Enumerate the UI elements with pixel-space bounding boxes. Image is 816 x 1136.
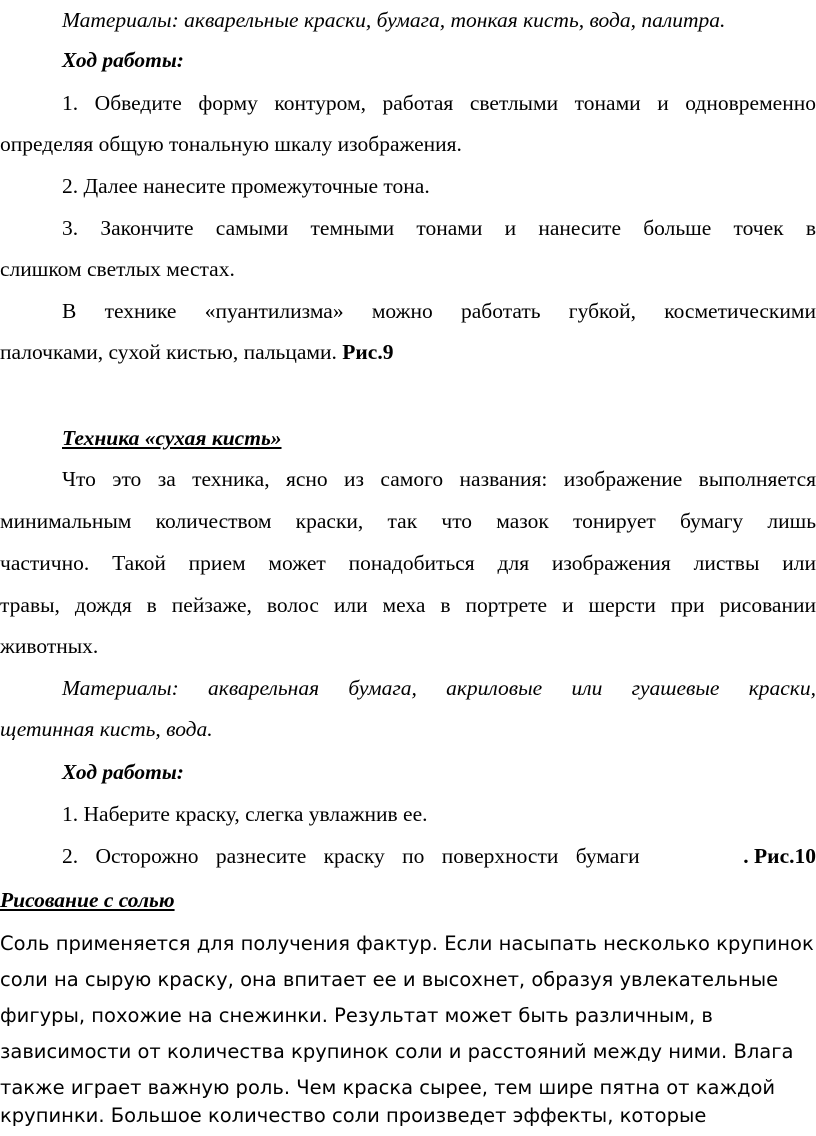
dry-brush-line-1: Что это за техника, ясно из самого названия: изображение выполняется: [62, 467, 816, 491]
pointillism-line-2: [0, 332, 816, 372]
figure-ref-10: . Рис.10: [743, 844, 816, 868]
step-3-line-2: слишком светлых местах.: [0, 257, 235, 281]
dry-step-1-line: 1. Наберите краску, слегка увлажнив ее.: [62, 802, 428, 826]
step-3-line-1: 3. Закончите самыми темными тонами и нанесите больше точек в: [62, 216, 816, 240]
salt-line-5: также играет важную роль. Чем краска сырее, тем шире пятна от каждой: [0, 1076, 776, 1099]
pointillism-line-1: В технике «пуантилизма» можно работать губкой, косметическими: [62, 299, 816, 323]
step-1-line-1: 1. Обведите форму контуром, работая светлыми тонами и одновременно: [62, 91, 816, 115]
materials-line-2b: щетинная кисть, вода.: [0, 717, 213, 741]
materials-line-1: Материалы: акварельные краски, бумага, тонкая кисть, вода, палитра.: [62, 8, 726, 32]
dry-step-2-line: [0, 836, 816, 876]
dry-brush-line-2: минимальным количеством краски, так что мазок тонирует бумагу лишь: [0, 509, 816, 533]
section-heading-dry-brush: Техника «сухая кисть»: [62, 426, 282, 450]
salt-line-6: крупинки. Большое количество соли произведет эффекты, которые: [0, 1104, 707, 1127]
salt-line-1: Соль применяется для получения фактур. Если насыпать несколько крупинок: [0, 932, 814, 955]
step-1-line-2: определяя общую тональную шкалу изображения.: [0, 132, 462, 156]
salt-line-2: соли на сырую краску, она впитает ее и высохнет, образуя увлекательные: [0, 968, 779, 991]
step-2-line: 2. Далее нанесите промежуточные тона.: [62, 174, 430, 198]
dry-brush-line-3: частично. Такой прием может понадобиться для изображения листвы или: [0, 551, 816, 575]
salt-line-3: фигуры, похожие на снежинки. Результат может быть различным, в: [0, 1004, 713, 1027]
figure-ref-9: Рис.9: [342, 340, 394, 364]
section-heading-salt: Рисование с солью: [0, 888, 175, 912]
procedure-heading-1: Ход работы:: [62, 48, 184, 72]
procedure-heading-2: Ход работы:: [62, 760, 184, 784]
dry-brush-line-5: животных.: [0, 634, 99, 658]
dry-brush-line-4: травы, дождя в пейзаже, волос или меха в портрете и шерсти при рисовании: [0, 593, 816, 617]
pointillism-text: палочками, сухой кистью, пальцами.: [0, 340, 343, 364]
salt-line-4: зависимости от количества крупинок соли и расстояний между ними. Влага: [0, 1040, 794, 1063]
materials-line-2a: Материалы: акварельная бумага, акриловые или гуашевые краски,: [62, 676, 816, 700]
dry-step-2-text: 2. Осторожно разнесите краску по поверхности бумаги: [62, 844, 640, 868]
